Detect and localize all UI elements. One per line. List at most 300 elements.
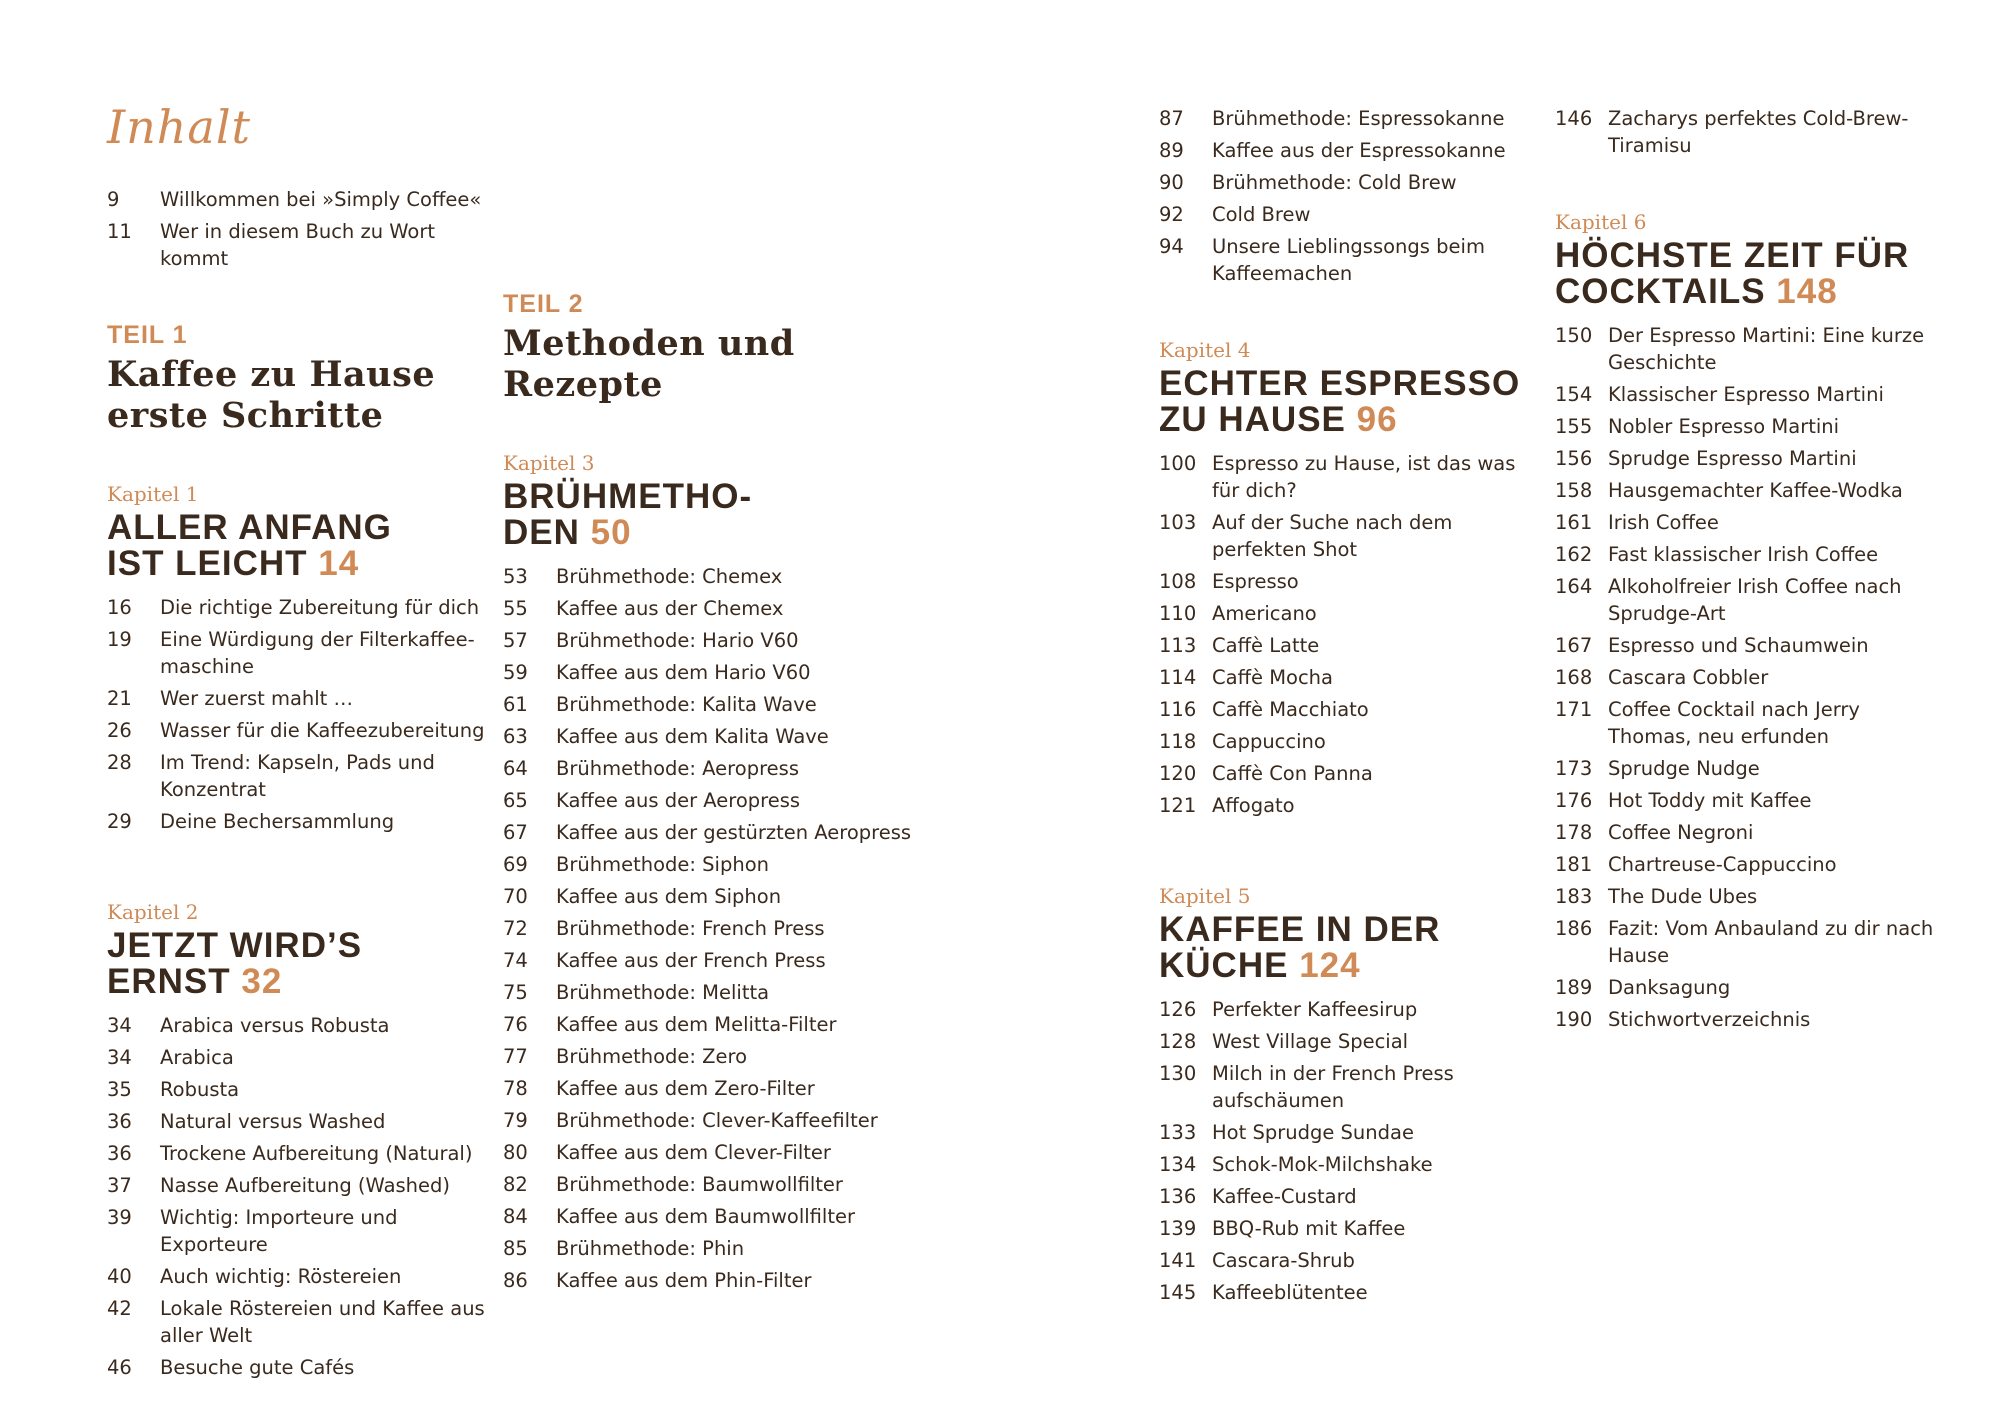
toc-column-4 [1555,105,1935,1038]
toc-entry-title: Espresso [1212,570,1299,593]
toc-entry-page: 156 [1555,447,1593,470]
toc-entry [503,1203,923,1230]
chapter-entries [107,1012,487,1381]
toc-entry-title: Milch in der French Press aufschäumen [1212,1062,1454,1112]
toc-entry-page: 176 [1555,789,1593,812]
toc-entry-page: 114 [1159,666,1197,689]
toc-entry [107,1295,487,1349]
toc-entry-title: Kaffee aus dem Melitta-Filter [556,1013,837,1036]
toc-entry-page: 178 [1555,821,1593,844]
toc-entry-page: 40 [107,1265,132,1288]
toc-entry-title: Brühmethode: Kalita Wave [556,693,817,716]
toc-entry-page: 65 [503,789,528,812]
chapter-title [503,479,923,551]
toc-entry [1159,760,1539,787]
toc-entry [503,851,923,878]
toc-entry [107,717,487,744]
toc-entry-title: Brühmethode: Hario V60 [556,629,799,652]
toc-entry-title: Im Trend: Kapseln, Pads und Konzentrat [160,751,435,801]
toc-entry-title: Brühmethode: Melitta [556,981,770,1004]
toc-entry-page: 82 [503,1173,528,1196]
toc-entry-title: The Dude Ubes [1608,885,1758,908]
toc-entry-page: 190 [1555,1008,1593,1031]
chapter-entries [503,563,923,1294]
toc-entry-title: Lokale Röstereien und Kaffee aus aller Welt [160,1297,485,1347]
toc-entry-page: 136 [1159,1185,1197,1208]
chapter-title-line: DEN [503,513,580,552]
toc-entry [1555,445,1935,472]
toc-column-1 [107,100,487,1386]
toc-entry-page: 181 [1555,853,1593,876]
chapter-page-number: 32 [241,962,283,1001]
toc-entry-title: Brühmethode: Zero [556,1045,748,1068]
toc-entry-page: 146 [1555,107,1593,130]
toc-entry-title: Espresso zu Hause, ist das was für dich? [1212,452,1516,502]
chapter-entries [1159,996,1539,1306]
toc-entry [107,626,487,680]
chapter-title-line: ALLER ANFANG [107,508,392,547]
toc-entry-page: 164 [1555,575,1593,598]
toc-entry-page: 64 [503,757,528,780]
toc-entry [503,1011,923,1038]
toc-entry-page: 150 [1555,324,1593,347]
chapter-title [1159,366,1539,438]
toc-entry-page: 134 [1159,1153,1197,1176]
toc-entry-page: 87 [1159,107,1184,130]
toc-entry-page: 168 [1555,666,1593,689]
chapter-page-number: 96 [1356,400,1398,439]
toc-entry-title: Die richtige Zubereitung für dich [160,596,480,619]
chapter-title [1159,912,1539,984]
toc-entry-title: Auch wichtig: Röstereien [160,1265,402,1288]
chapter-entries [1555,322,1935,1033]
toc-entry-page: 19 [107,628,132,651]
toc-entry-page: 36 [107,1110,132,1133]
toc-entry-title: Kaffee aus der Chemex [556,597,784,620]
toc-entry-title: Kaffee aus dem Siphon [556,885,782,908]
toc-entry-page: 158 [1555,479,1593,502]
chapter-page-number: 124 [1299,946,1361,985]
part-title [503,323,923,405]
toc-entry [503,659,923,686]
toc-entry [503,723,923,750]
toc-entry-title: BBQ-Rub mit Kaffee [1212,1217,1406,1240]
toc-entry-page: 42 [107,1297,132,1320]
toc-entry-title: Nobler Espresso Martini [1608,415,1840,438]
toc-entry-page: 26 [107,719,132,742]
toc-entry [107,218,487,272]
toc-column-2 [503,100,923,1299]
toc-entry-page: 89 [1159,139,1184,162]
chapter-title-line: ZU HAUSE [1159,400,1346,439]
toc-entry-page: 9 [107,188,120,211]
toc-entry [107,1263,487,1290]
toc-entry [503,627,923,654]
toc-entry-page: 130 [1159,1062,1197,1085]
chapter-title-line: KÜCHE [1159,946,1289,985]
toc-entry-title: Cascara-Shrub [1212,1249,1355,1272]
toc-entry-title: Wer zuerst mahlt … [160,687,354,710]
toc-entry-page: 126 [1159,998,1197,1021]
toc-entry [1555,664,1935,691]
chapter-label: Kapitel 4 [1159,338,1251,362]
toc-entry [1159,1247,1539,1274]
toc-entry-title: Auf der Suche nach dem perfekten Shot [1212,511,1453,561]
toc-entry-page: 90 [1159,171,1184,194]
toc-entry-title: Eine Würdigung der Filterkaffeemaschine [160,628,475,678]
toc-entry-title: Natural versus Washed [160,1110,386,1133]
toc-entry-title: Zacharys perfektes Cold-Brew-Tiramisu [1608,107,1909,157]
toc-entry [1555,1006,1935,1033]
toc-entry [107,1140,487,1167]
toc-entry-title: Schok-Mok-Milchshake [1212,1153,1433,1176]
toc-entry [503,563,923,590]
toc-entry [1555,974,1935,1001]
toc-entry-page: 59 [503,661,528,684]
toc-entry-title: Fazit: Vom Anbauland zu dir nach Hause [1608,917,1934,967]
toc-entry-title: Irish Coffee [1608,511,1719,534]
toc-entry [1159,201,1539,228]
toc-entry [1159,1151,1539,1178]
toc-entry-page: 57 [503,629,528,652]
toc-entry [107,1172,487,1199]
toc-entry-title: Sprudge Nudge [1608,757,1760,780]
part-label: TEIL 2 [503,290,584,318]
chapter-entries [1555,105,1935,159]
toc-entry-page: 100 [1159,452,1197,475]
toc-entry [1555,413,1935,440]
chapter-label: Kapitel 6 [1555,210,1647,234]
toc-entry-title: Arabica versus Robusta [160,1014,390,1037]
toc-entry-title: Coffee Negroni [1608,821,1754,844]
toc-entry [503,883,923,910]
toc-entry-page: 21 [107,687,132,710]
toc-entry-title: Espresso und Schaumwein [1608,634,1869,657]
toc-entry-page: 67 [503,821,528,844]
toc-entry-page: 77 [503,1045,528,1068]
toc-entry [503,691,923,718]
chapter-title [1555,238,1935,310]
toc-entry [1159,1279,1539,1306]
toc-entry-title: Kaffee-Custard [1212,1185,1357,1208]
chapter-label: Kapitel 1 [107,482,199,506]
toc-entry [503,1235,923,1262]
toc-entry-title: Cappuccino [1212,730,1326,753]
toc-column-3 [1159,105,1539,1311]
toc-entry-page: 70 [503,885,528,908]
toc-entry [503,819,923,846]
toc-entry-title: Kaffee aus der Espressokanne [1212,139,1506,162]
toc-entry [107,1108,487,1135]
toc-entry-page: 53 [503,565,528,588]
toc-entry-title: Wasser für die Kaffeezubereitung [160,719,485,742]
part-title-line: Methoden und [503,323,795,364]
part-label: TEIL 1 [107,321,188,349]
toc-entry [1555,819,1935,846]
toc-entry-page: 145 [1159,1281,1197,1304]
toc-entry-page: 103 [1159,511,1197,534]
toc-entry-page: 173 [1555,757,1593,780]
toc-entry-title: Kaffee aus der gestürzten Aeropress [556,821,912,844]
toc-entry-page: 76 [503,1013,528,1036]
toc-entry-title: Brühmethode: Cold Brew [1212,171,1457,194]
toc-entry-title: West Village Special [1212,1030,1409,1053]
toc-entry [107,749,487,803]
toc-entry [503,1171,923,1198]
toc-entry-page: 94 [1159,235,1184,258]
toc-entry [1555,632,1935,659]
toc-entry [503,755,923,782]
toc-entry-page: 84 [503,1205,528,1228]
toc-entry-title: Unsere Lieblingssongs beim Kaffeemachen [1212,235,1485,285]
toc-entry [107,1204,487,1258]
toc-entry [1159,600,1539,627]
toc-entry-title: Kaffee aus dem Baumwollfilter [556,1205,856,1228]
toc-entry [1555,322,1935,376]
toc-entry-title: Affogato [1212,794,1295,817]
toc-entry-title: Kaffee aus dem Clever-Filter [556,1141,831,1164]
toc-entry [503,787,923,814]
toc-entry-title: Brühmethode: Clever-Kaffeefilter [556,1109,878,1132]
toc-entry [107,594,487,621]
chapter-title-line: HÖCHSTE ZEIT FÜR [1555,236,1910,275]
toc-entry [503,1043,923,1070]
toc-entry-title: Kaffee aus dem Zero-Filter [556,1077,815,1100]
toc-entry-page: 16 [107,596,132,619]
chapter-entries [1159,450,1539,819]
chapter-title [107,510,487,582]
toc-entry [1159,450,1539,504]
toc-entry-title: Der Espresso Martini: Eine kurze Geschichte [1608,324,1925,374]
part-title-line: Kaffee zu Hause [107,354,436,395]
toc-entry-title: Wichtig: Importeure und Exporteure [160,1206,398,1256]
toc-entry-title: Caffè Con Panna [1212,762,1373,785]
chapter-entries [1159,105,1539,287]
toc-entry-page: 118 [1159,730,1197,753]
toc-entry-page: 80 [503,1141,528,1164]
toc-entry-page: 162 [1555,543,1593,566]
toc-entry [1159,233,1539,287]
toc-entry [503,947,923,974]
toc-entry-title: Besuche gute Cafés [160,1356,355,1379]
chapter-title-line: BRÜHMETHO- [503,477,753,516]
toc-entry-page: 108 [1159,570,1197,593]
toc-entry-title: Hausgemachter Kaffee-Wodka [1608,479,1903,502]
toc-entry-page: 28 [107,751,132,774]
toc-entry [107,1354,487,1381]
chapter-title-line: COCKTAILS [1555,272,1766,311]
toc-entry [1555,509,1935,536]
toc-entry-title: Brühmethode: French Press [556,917,825,940]
toc-entry-page: 29 [107,810,132,833]
toc-entry [503,979,923,1006]
toc-entry-title: Brühmethode: Espressokanne [1212,107,1505,130]
toc-entry-title: Caffè Mocha [1212,666,1333,689]
toc-entry [1555,787,1935,814]
toc-entry-title: Trockene Aufbereitung (Natural) [160,1142,473,1165]
toc-entry [1159,664,1539,691]
toc-entry [107,1044,487,1071]
toc-entry-page: 85 [503,1237,528,1260]
toc-entry-page: 139 [1159,1217,1197,1240]
chapter-label: Kapitel 3 [503,451,595,475]
toc-entry-page: 78 [503,1077,528,1100]
toc-entry-page: 37 [107,1174,132,1197]
toc-entry-page: 75 [503,981,528,1004]
toc-entry-title: Kaffee aus der Aeropress [556,789,801,812]
toc-entry [1159,632,1539,659]
toc-entry-page: 35 [107,1078,132,1101]
toc-entry-title: Brühmethode: Aeropress [556,757,799,780]
toc-entry-title: Arabica [160,1046,234,1069]
toc-entry-page: 46 [107,1356,132,1379]
toc-entry [1555,573,1935,627]
toc-entry-title: Kaffee aus der French Press [556,949,826,972]
toc-entry-title: Caffè Macchiato [1212,698,1369,721]
toc-entry-title: Brühmethode: Phin [556,1237,745,1260]
chapter-page-number: 50 [590,513,632,552]
toc-entry-page: 189 [1555,976,1593,999]
toc-entry [1555,851,1935,878]
toc-title: Inhalt [107,100,252,154]
toc-entry-page: 110 [1159,602,1197,625]
toc-entry [1159,1183,1539,1210]
toc-entry [1555,541,1935,568]
toc-entry-page: 141 [1159,1249,1197,1272]
toc-entry [1159,169,1539,196]
toc-entry [1555,381,1935,408]
toc-entry [1555,883,1935,910]
chapter-title-line: IST LEICHT [107,544,308,583]
toc-entry-title: Perfekter Kaffeesirup [1212,998,1418,1021]
toc-entry-title: Wer in diesem Buch zu Wort kommt [160,220,436,270]
toc-entry [503,1107,923,1134]
toc-entry-title: Klassischer Espresso Martini [1608,383,1884,406]
toc-entry [1159,728,1539,755]
toc-entry-title: Deine Bechersammlung [160,810,395,833]
toc-entry [1159,1119,1539,1146]
toc-entry-title: Stichwortverzeichnis [1608,1008,1811,1031]
toc-entry [107,685,487,712]
toc-entry-page: 133 [1159,1121,1197,1144]
toc-entry-title: Willkommen bei »Simply Coffee« [160,188,482,211]
chapter-title-line: ECHTER ESPRESSO [1159,364,1521,403]
part-title [107,354,487,436]
toc-entry [1159,105,1539,132]
toc-entry [1159,137,1539,164]
part-title-line: Rezepte [503,364,663,405]
toc-entry-title: Chartreuse-Cappuccino [1608,853,1837,876]
toc-entry-page: 63 [503,725,528,748]
toc-entry [503,595,923,622]
chapter-label: Kapitel 5 [1159,884,1251,908]
toc-entry-title: Cold Brew [1212,203,1311,226]
toc-entry [503,1267,923,1294]
toc-entry-page: 161 [1555,511,1593,534]
toc-entry-page: 128 [1159,1030,1197,1053]
toc-entry-page: 11 [107,220,132,243]
toc-entry [1159,696,1539,723]
toc-entry [503,1075,923,1102]
toc-entry-title: Danksagung [1608,976,1731,999]
toc-entry [1555,477,1935,504]
toc-entry-page: 167 [1555,634,1593,657]
chapter-entries [107,594,487,835]
toc-entry-title: Brühmethode: Siphon [556,853,770,876]
toc-entry [107,1012,487,1039]
toc-entry-page: 155 [1555,415,1593,438]
toc-entry-page: 34 [107,1014,132,1037]
chapter-page-number: 14 [318,544,360,583]
toc-entry-page: 120 [1159,762,1197,785]
toc-entry [107,808,487,835]
toc-entry-title: Alkoholfreier Irish Coffee nach Sprudge-Art [1608,575,1902,625]
toc-entry-page: 171 [1555,698,1593,721]
part-title-line: erste Schritte [107,395,384,436]
toc-entry [1555,696,1935,750]
toc-entry [1159,568,1539,595]
chapter-title-line: ERNST [107,962,231,1001]
toc-entry-page: 36 [107,1142,132,1165]
toc-entry-page: 86 [503,1269,528,1292]
toc-entry-page: 55 [503,597,528,620]
toc-entry [1159,792,1539,819]
toc-entry-page: 72 [503,917,528,940]
toc-entry-title: Hot Toddy mit Kaffee [1608,789,1812,812]
toc-entry-title: Fast klassischer Irish Coffee [1608,543,1879,566]
toc-entry [1555,105,1935,159]
toc-entry-title: Kaffeeblütentee [1212,1281,1368,1304]
toc-entry [1555,915,1935,969]
toc-entry [107,186,487,213]
toc-entry [107,1076,487,1103]
toc-entry-page: 74 [503,949,528,972]
toc-entry-page: 121 [1159,794,1197,817]
toc-entry [1159,509,1539,563]
intro-list [107,186,487,272]
toc-entry [1555,755,1935,782]
toc-entry-page: 92 [1159,203,1184,226]
toc-entry-page: 186 [1555,917,1593,940]
toc-entry-title: Americano [1212,602,1317,625]
chapter-label: Kapitel 2 [107,900,199,924]
toc-entry-title: Nasse Aufbereitung (Washed) [160,1174,451,1197]
toc-entry [1159,1215,1539,1242]
toc-entry-page: 39 [107,1206,132,1229]
toc-entry-title: Sprudge Espresso Martini [1608,447,1857,470]
toc-entry-title: Caffè Latte [1212,634,1320,657]
toc-entry-page: 183 [1555,885,1593,908]
toc-entry [1159,1028,1539,1055]
toc-entry-title: Kaffee aus dem Phin-Filter [556,1269,812,1292]
toc-entry-title: Cascara Cobbler [1608,666,1769,689]
toc-entry-title: Kaffee aus dem Hario V60 [556,661,811,684]
toc-entry-title: Kaffee aus dem Kalita Wave [556,725,829,748]
toc-entry-title: Brühmethode: Baumwollfilter [556,1173,843,1196]
toc-entry [1159,1060,1539,1114]
toc-entry-page: 34 [107,1046,132,1069]
toc-entry [503,915,923,942]
toc-entry [1159,996,1539,1023]
toc-entry-page: 79 [503,1109,528,1132]
toc-entry-page: 61 [503,693,528,716]
toc-entry [503,1139,923,1166]
chapter-title [107,928,487,1000]
toc-entry-page: 113 [1159,634,1197,657]
chapter-page-number: 148 [1776,272,1838,311]
chapter-title-line: KAFFEE IN DER [1159,910,1441,949]
toc-entry-title: Hot Sprudge Sundae [1212,1121,1414,1144]
